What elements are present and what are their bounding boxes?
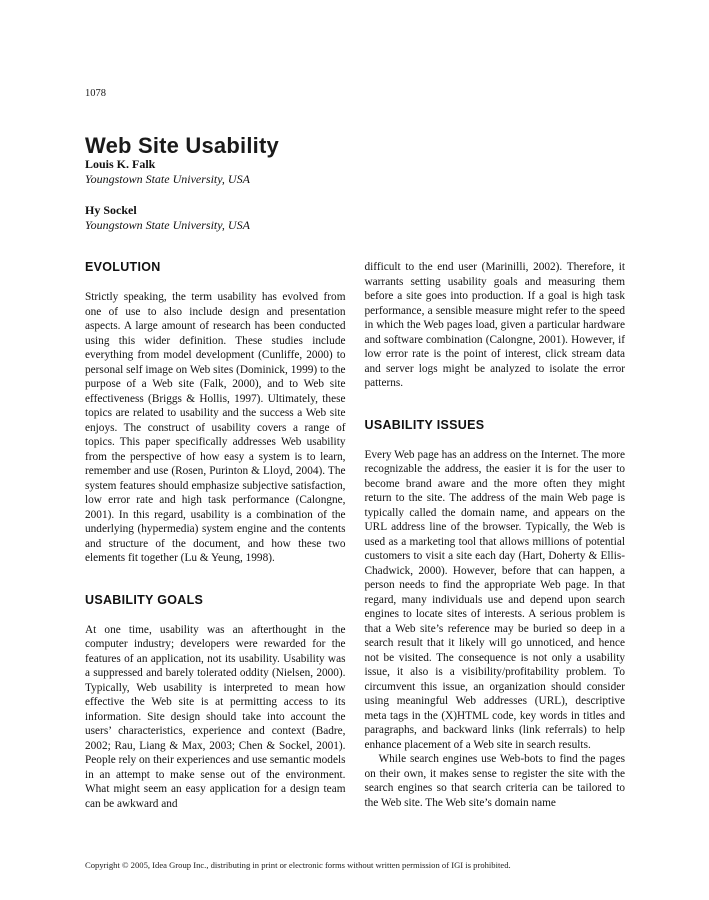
section-continuation — [365, 260, 626, 391]
two-column-body — [85, 260, 625, 811]
section-heading: EVOLUTION — [85, 260, 161, 274]
body-paragraph: At one time, usability was an afterthought in the computer industry; developers were rewarded for the features of an application, not its usability. Usability was a suppressed and barely tolerated oddity (Nielsen, 2000). Typically, Web usability is interpreted to mean how effective the Web site is at permitting access to its information. Site design should take into account the users’ characteristics, experience and context (Badre, 2002; Rau, Liang & Max, 2003; Chen & Sockel, 2001). People rely on their experiences and use semantic models in an attempt to make sense out of the environment. What might seem an easy application for a design team can be awkward and — [85, 623, 346, 810]
body-paragraph: Every Web page has an address on the Internet. The more recognizable the address, the easier it is for the user to become brand aware and the more often they might return to the site. The address of the main Web page is typically called the domain name, and appears on the URL address line of the browser. Typically, the Web is used as a marketing tool that allows millions of potential customers to visit a site each day (Hart, Doherty & Ellis-Chadwick, 2000). However, before that can happen, a person needs to find the appropriate Web page. In that regard, many individuals use and depend upon search engines to locate sites of interests. A serious problem is that a Web site’s reference may be buried so deep in a search result that it likely will go unnoticed, and hence not be visited. The consequence is not only a usability issue, it also is a visibility/profitability problem. To circumvent this issue, an organization should consider using meaningful Web addresses (URL), descriptive meta tags in the (X)HTML code, key words in titles and paragraphs, and backward links (link referrals) to help enhance placement of a Web site in search results. — [364, 448, 625, 751]
author-affiliation: Youngstown State University, USA — [85, 218, 250, 232]
body-paragraph: difficult to the end user (Marinilli, 2002). Therefore, it warrants setting usability goals and measuring them before a site goes into production. If a goal is high task performance, a sensible measure might refer to the speed in which the Web pages load, given a particular hardware and software combination (Calongne, 2001). However, if low error rate is the point of interest, click stream data and server logs might be analyzed to isolate the error patterns. — [364, 261, 625, 389]
author-list — [85, 157, 250, 249]
left-column — [85, 260, 346, 811]
body-paragraph: While search engines use Web-bots to find the pages on their own, it makes sense to register the site with the search engines so that search criteria can be tailored to the Web site. The Web site’s domain name — [364, 753, 625, 809]
copyright-notice: Copyright © 2005, Idea Group Inc., distributing in print or electronic forms without written permission of IGI is prohibited. — [85, 860, 511, 870]
section-usability-goals — [85, 593, 346, 812]
author-block — [85, 157, 250, 187]
page-number: 1078 — [85, 88, 106, 99]
article-title: Web Site Usability — [85, 132, 279, 158]
body-paragraph: Strictly speaking, the term usability has evolved from one of use to also include design and presentation aspects. A large amount of research has been conducted using this wider definition. These studies include everything from model development (Cunliffe, 2000) to personal self image on Web sites (Dominick, 1999) to the purpose of a Web site (Falk, 2000), and to Web site effectiveness (Briggs & Hollis, 1997). Ultimately, these topics are related to usability and the success a Web site enjoys. The construct of usability covers a range of topics. This paper specifically addresses Web usability from the perspective of how easy a system is to learn, remember and use (Rosen, Purinton & Lloyd, 2004). The system features should emphasize subjective satisfaction, low error rate and high task performance (Calongne, 2001). In this regard, usability is a combination of the underlying (hypermedia) system engine and the contents and structure of the document, and how these two elements fit together (Lu & Yeung, 1998). — [85, 291, 346, 564]
section-heading: USABILITY ISSUES — [364, 417, 485, 432]
section-usability-issues — [365, 418, 626, 811]
author-affiliation: Youngstown State University, USA — [85, 172, 250, 186]
author-name: Hy Sockel — [85, 203, 137, 217]
author-block — [85, 203, 250, 233]
right-column — [365, 260, 626, 811]
section-heading: USABILITY GOALS — [85, 592, 204, 607]
section-evolution — [85, 260, 346, 566]
author-name: Louis K. Falk — [85, 157, 156, 171]
